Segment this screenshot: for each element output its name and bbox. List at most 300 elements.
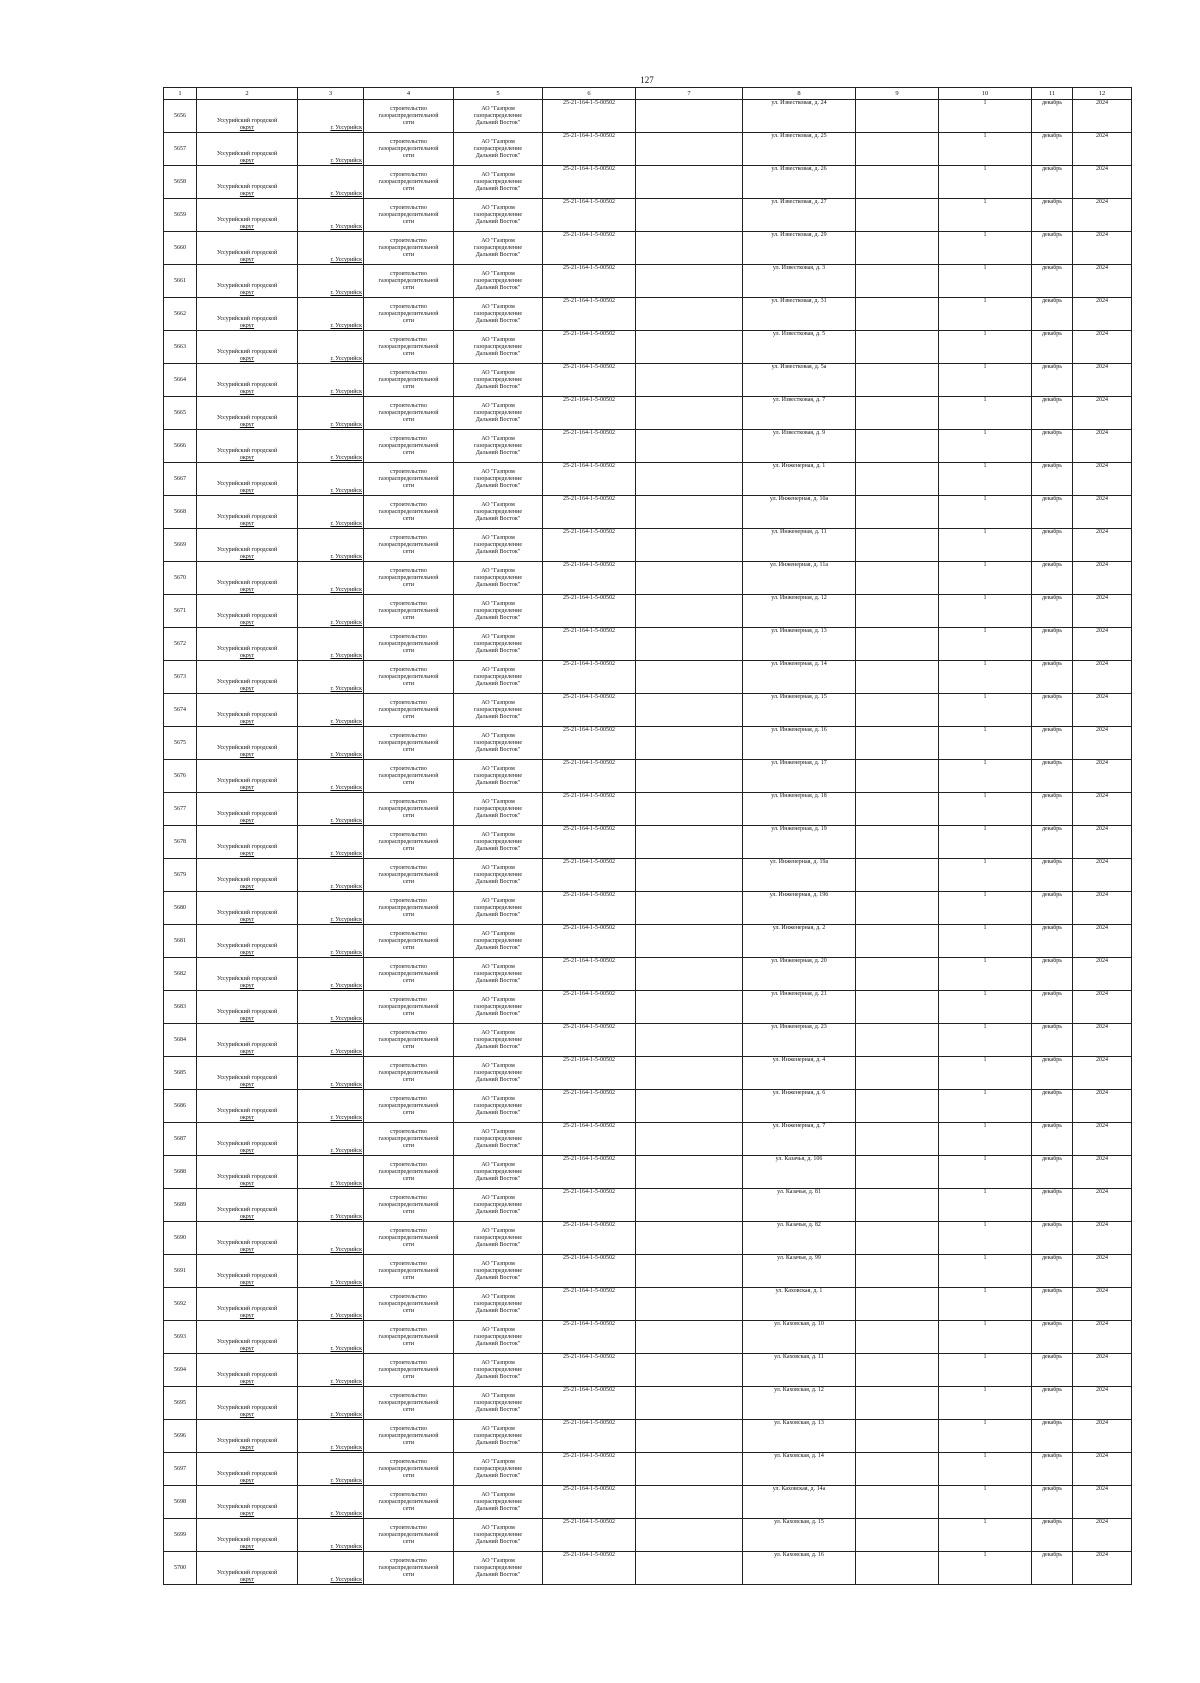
- address-cell: ул. Инженерная, д. 19: [743, 826, 856, 859]
- cell-line: АО "Газпром: [481, 369, 515, 376]
- cell-line: строительство: [390, 1062, 427, 1069]
- month-cell: декабрь: [1032, 397, 1073, 430]
- cell-line: Дальний Восток": [475, 779, 521, 786]
- cell-line: АО "Газпром: [481, 1029, 515, 1036]
- year-cell: 2024: [1073, 1090, 1132, 1123]
- cell-line: строительство: [390, 1227, 427, 1234]
- year-cell: 2024: [1073, 331, 1132, 364]
- cell-line: строительство: [390, 567, 427, 574]
- quantity-cell: 1: [939, 859, 1032, 892]
- locality-text: г. Уссурийск: [330, 1280, 362, 1286]
- locality-text: г. Уссурийск: [330, 1115, 362, 1121]
- locality-cell: [298, 1057, 364, 1090]
- column-number: 9: [856, 88, 939, 100]
- empty-cell: [856, 1420, 939, 1453]
- cell-line: газораспределение: [473, 1069, 523, 1076]
- work-type-cell: [364, 166, 454, 199]
- locality-text: г. Уссурийск: [330, 1478, 362, 1484]
- cell-line: Дальний Восток": [475, 515, 521, 522]
- address-cell: ул. Каховская, д. 13: [743, 1420, 856, 1453]
- cell-line: газораспределение: [473, 574, 523, 581]
- year-cell: 2024: [1073, 364, 1132, 397]
- empty-cell: [856, 793, 939, 826]
- cell-line: АО "Газпром: [481, 732, 515, 739]
- owner-cell: [454, 265, 543, 298]
- municipality-cell: [197, 1057, 298, 1090]
- empty-cell: [636, 991, 743, 1024]
- cell-line: Уссурийский городской: [216, 1372, 278, 1378]
- cell-line: сети: [402, 647, 415, 654]
- municipality-cell: [197, 727, 298, 760]
- address-cell: ул. Известковая, д. 5: [743, 331, 856, 364]
- table-row: [164, 496, 1132, 529]
- table-row: [164, 826, 1132, 859]
- locality-text: г. Уссурийск: [330, 818, 362, 824]
- locality-cell: [298, 166, 364, 199]
- cell-line: сети: [402, 1373, 415, 1380]
- cell-line: газораспределительной: [378, 211, 439, 218]
- cell-line: Дальний Восток": [475, 713, 521, 720]
- cell-line: строительство: [390, 798, 427, 805]
- cell-line: газораспределительной: [378, 574, 439, 581]
- year-cell: 2024: [1073, 100, 1132, 133]
- empty-cell: [856, 199, 939, 232]
- municipality-cell: [197, 1552, 298, 1585]
- cell-line: газораспределение: [473, 1498, 523, 1505]
- empty-cell: [856, 1288, 939, 1321]
- cell-line: газораспределение: [473, 1564, 523, 1571]
- cell-line: газораспределение: [473, 607, 523, 614]
- locality-cell: [298, 529, 364, 562]
- column-number: 12: [1073, 88, 1132, 100]
- cell-line: газораспределение: [473, 970, 523, 977]
- locality-text: г. Уссурийск: [330, 686, 362, 692]
- year-cell: 2024: [1073, 793, 1132, 826]
- cell-line: Уссурийский городской: [216, 679, 278, 685]
- locality-text: г. Уссурийск: [330, 1148, 362, 1154]
- year-cell: 2024: [1073, 430, 1132, 463]
- work-type-cell: [364, 232, 454, 265]
- quantity-cell: 1: [939, 430, 1032, 463]
- year-cell: 2024: [1073, 232, 1132, 265]
- year-cell: 2024: [1073, 1189, 1132, 1222]
- code-cell: 25-21-164-1-5-00502: [543, 1189, 636, 1222]
- cell-line: округ: [239, 1148, 255, 1154]
- code-cell: 25-21-164-1-5-00502: [543, 1222, 636, 1255]
- locality-text: г. Уссурийск: [330, 158, 362, 164]
- address-cell: ул. Каховская, д. 14: [743, 1453, 856, 1486]
- cell-line: округ: [239, 1511, 255, 1517]
- owner-cell: [454, 1255, 543, 1288]
- cell-line: газораспределительной: [378, 541, 439, 548]
- year-cell: 2024: [1073, 1453, 1132, 1486]
- cell-line: строительство: [390, 930, 427, 937]
- work-type-cell: [364, 463, 454, 496]
- work-type-cell: [364, 1420, 454, 1453]
- empty-cell: [856, 1024, 939, 1057]
- locality-cell: [298, 1354, 364, 1387]
- empty-cell: [636, 298, 743, 331]
- owner-cell: [454, 463, 543, 496]
- year-cell: 2024: [1073, 1354, 1132, 1387]
- code-cell: 25-21-164-1-5-00502: [543, 925, 636, 958]
- table-row: [164, 1552, 1132, 1585]
- cell-line: Уссурийский городской: [216, 514, 278, 520]
- empty-cell: [856, 892, 939, 925]
- locality-text: г. Уссурийск: [330, 125, 362, 131]
- cell-line: сети: [402, 284, 415, 291]
- year-cell: 2024: [1073, 760, 1132, 793]
- year-cell: 2024: [1073, 1321, 1132, 1354]
- municipality-cell: [197, 1420, 298, 1453]
- cell-line: газораспределение: [473, 640, 523, 647]
- cell-line: строительство: [390, 501, 427, 508]
- cell-line: строительство: [390, 1194, 427, 1201]
- table-row: [164, 1189, 1132, 1222]
- row-number: 5674: [164, 694, 197, 727]
- address-cell: ул. Известковая, д. 27: [743, 199, 856, 232]
- cell-line: газораспределительной: [378, 1498, 439, 1505]
- address-cell: ул. Каховская, д. 16: [743, 1552, 856, 1585]
- cell-line: округ: [239, 521, 255, 527]
- address-cell: ул. Инженерная, д. 17: [743, 760, 856, 793]
- cell-line: Дальний Восток": [475, 1373, 521, 1380]
- municipality-cell: [197, 760, 298, 793]
- cell-line: Дальний Восток": [475, 1241, 521, 1248]
- cell-line: АО "Газпром: [481, 567, 515, 574]
- month-cell: декабрь: [1032, 199, 1073, 232]
- cell-line: Уссурийский городской: [216, 547, 278, 553]
- municipality-cell: [197, 430, 298, 463]
- address-cell: ул. Известковая, д. 24: [743, 100, 856, 133]
- row-number: 5688: [164, 1156, 197, 1189]
- row-number: 5680: [164, 892, 197, 925]
- cell-line: округ: [239, 1478, 255, 1484]
- cell-line: АО "Газпром: [481, 963, 515, 970]
- cell-line: АО "Газпром: [481, 1425, 515, 1432]
- empty-cell: [636, 1189, 743, 1222]
- cell-line: газораспределение: [473, 310, 523, 317]
- cell-line: газораспределительной: [378, 376, 439, 383]
- empty-cell: [856, 694, 939, 727]
- cell-line: сети: [402, 1340, 415, 1347]
- cell-line: округ: [239, 620, 255, 626]
- locality-text: г. Уссурийск: [330, 1082, 362, 1088]
- address-cell: ул. Инженерная, д. 19а: [743, 859, 856, 892]
- municipality-cell: [197, 991, 298, 1024]
- month-cell: декабрь: [1032, 232, 1073, 265]
- empty-cell: [856, 1519, 939, 1552]
- address-cell: ул. Инженерная, д. 11а: [743, 562, 856, 595]
- cell-line: АО "Газпром: [481, 303, 515, 310]
- owner-cell: [454, 661, 543, 694]
- cell-line: газораспределение: [473, 1102, 523, 1109]
- address-cell: ул. Инженерная, д. 6: [743, 1090, 856, 1123]
- empty-cell: [856, 463, 939, 496]
- owner-cell: [454, 1453, 543, 1486]
- owner-cell: [454, 595, 543, 628]
- municipality-cell: [197, 1354, 298, 1387]
- cell-line: АО "Газпром: [481, 1194, 515, 1201]
- month-cell: декабрь: [1032, 166, 1073, 199]
- address-cell: ул. Инженерная, д. 19б: [743, 892, 856, 925]
- owner-cell: [454, 793, 543, 826]
- quantity-cell: 1: [939, 826, 1032, 859]
- code-cell: 25-21-164-1-5-00502: [543, 1453, 636, 1486]
- cell-line: Дальний Восток": [475, 1439, 521, 1446]
- month-cell: декабрь: [1032, 958, 1073, 991]
- locality-text: г. Уссурийск: [330, 884, 362, 890]
- locality-text: г. Уссурийск: [330, 653, 362, 659]
- empty-cell: [856, 628, 939, 661]
- locality-cell: [298, 1321, 364, 1354]
- cell-line: Дальний Восток": [475, 1307, 521, 1314]
- locality-text: г. Уссурийск: [330, 752, 362, 758]
- column-number: 10: [939, 88, 1032, 100]
- empty-cell: [636, 1486, 743, 1519]
- cell-line: Уссурийский городской: [216, 976, 278, 982]
- month-cell: декабрь: [1032, 661, 1073, 694]
- municipality-cell: [197, 1222, 298, 1255]
- work-type-cell: [364, 859, 454, 892]
- empty-cell: [856, 595, 939, 628]
- owner-cell: [454, 562, 543, 595]
- cell-line: газораспределение: [473, 277, 523, 284]
- cell-line: округ: [239, 389, 255, 395]
- quantity-cell: 1: [939, 925, 1032, 958]
- cell-line: газораспределение: [473, 376, 523, 383]
- address-cell: ул. Инженерная, д. 13: [743, 628, 856, 661]
- month-cell: декабрь: [1032, 1387, 1073, 1420]
- owner-cell: [454, 298, 543, 331]
- locality-text: г. Уссурийск: [330, 323, 362, 329]
- cell-line: Дальний Восток": [475, 746, 521, 753]
- cell-line: газораспределительной: [378, 1069, 439, 1076]
- month-cell: декабрь: [1032, 1189, 1073, 1222]
- cell-line: АО "Газпром: [481, 996, 515, 1003]
- locality-text: г. Уссурийск: [330, 719, 362, 725]
- cell-line: округ: [239, 1379, 255, 1385]
- code-cell: 25-21-164-1-5-00502: [543, 760, 636, 793]
- cell-line: газораспределительной: [378, 1432, 439, 1439]
- quantity-cell: 1: [939, 166, 1032, 199]
- address-cell: ул. Инженерная, д. 2: [743, 925, 856, 958]
- table-row: [164, 727, 1132, 760]
- locality-cell: [298, 958, 364, 991]
- cell-line: сети: [402, 1175, 415, 1182]
- cell-line: строительство: [390, 105, 427, 112]
- cell-line: округ: [239, 224, 255, 230]
- cell-line: газораспределительной: [378, 475, 439, 482]
- row-number: 5669: [164, 529, 197, 562]
- empty-cell: [636, 430, 743, 463]
- quantity-cell: 1: [939, 1519, 1032, 1552]
- cell-line: Уссурийский городской: [216, 943, 278, 949]
- owner-cell: [454, 1387, 543, 1420]
- cell-line: газораспределительной: [378, 772, 439, 779]
- empty-cell: [856, 1321, 939, 1354]
- quantity-cell: 1: [939, 463, 1032, 496]
- locality-text: г. Уссурийск: [330, 389, 362, 395]
- table-row: [164, 1519, 1132, 1552]
- cell-line: строительство: [390, 336, 427, 343]
- cell-line: строительство: [390, 897, 427, 904]
- municipality-cell: [197, 529, 298, 562]
- cell-line: строительство: [390, 237, 427, 244]
- municipality-cell: [197, 562, 298, 595]
- empty-cell: [636, 595, 743, 628]
- cell-line: Дальний Восток": [475, 548, 521, 555]
- code-cell: 25-21-164-1-5-00502: [543, 1552, 636, 1585]
- locality-cell: [298, 727, 364, 760]
- cell-line: Дальний Восток": [475, 878, 521, 885]
- empty-cell: [856, 1255, 939, 1288]
- cell-line: строительство: [390, 1326, 427, 1333]
- code-cell: 25-21-164-1-5-00502: [543, 463, 636, 496]
- cell-line: Дальний Восток": [475, 647, 521, 654]
- cell-line: газораспределительной: [378, 112, 439, 119]
- cell-line: сети: [402, 581, 415, 588]
- address-cell: ул. Инженерная, д. 15: [743, 694, 856, 727]
- cell-line: строительство: [390, 1425, 427, 1432]
- table-row: [164, 1288, 1132, 1321]
- cell-line: газораспределительной: [378, 1366, 439, 1373]
- locality-cell: [298, 793, 364, 826]
- quantity-cell: 1: [939, 760, 1032, 793]
- cell-line: Дальний Восток": [475, 317, 521, 324]
- cell-line: сети: [402, 383, 415, 390]
- empty-cell: [856, 991, 939, 1024]
- cell-line: Уссурийский городской: [216, 1504, 278, 1510]
- cell-line: газораспределительной: [378, 970, 439, 977]
- municipality-cell: [197, 925, 298, 958]
- address-cell: ул. Каховская, д. 15: [743, 1519, 856, 1552]
- municipality-cell: [197, 1486, 298, 1519]
- cell-line: газораспределение: [473, 904, 523, 911]
- cell-line: газораспределение: [473, 211, 523, 218]
- table-row: [164, 1486, 1132, 1519]
- table-row: [164, 595, 1132, 628]
- owner-cell: [454, 430, 543, 463]
- empty-cell: [856, 496, 939, 529]
- row-number: 5687: [164, 1123, 197, 1156]
- empty-cell: [636, 826, 743, 859]
- row-number: 5664: [164, 364, 197, 397]
- cell-line: строительство: [390, 1260, 427, 1267]
- municipality-cell: [197, 661, 298, 694]
- cell-line: газораспределительной: [378, 1003, 439, 1010]
- cell-line: округ: [239, 1346, 255, 1352]
- locality-cell: [298, 232, 364, 265]
- cell-line: газораспределительной: [378, 1399, 439, 1406]
- cell-line: округ: [239, 1247, 255, 1253]
- code-cell: 25-21-164-1-5-00502: [543, 1024, 636, 1057]
- cell-line: газораспределение: [473, 409, 523, 416]
- cell-line: АО "Газпром: [481, 1326, 515, 1333]
- cell-line: сети: [402, 746, 415, 753]
- cell-line: Уссурийский городской: [216, 1438, 278, 1444]
- cell-line: Уссурийский городской: [216, 1306, 278, 1312]
- quantity-cell: 1: [939, 199, 1032, 232]
- row-number: 5665: [164, 397, 197, 430]
- code-cell: 25-21-164-1-5-00502: [543, 1354, 636, 1387]
- locality-cell: [298, 562, 364, 595]
- table-body: [164, 88, 1132, 1585]
- cell-line: АО "Газпром: [481, 1524, 515, 1531]
- owner-cell: [454, 529, 543, 562]
- cell-line: сети: [402, 152, 415, 159]
- cell-line: сети: [402, 1571, 415, 1578]
- address-cell: ул. Инженерная, д. 18: [743, 793, 856, 826]
- empty-cell: [636, 1255, 743, 1288]
- address-cell: ул. Каховская, д. 14а: [743, 1486, 856, 1519]
- table-row: [164, 529, 1132, 562]
- locality-cell: [298, 628, 364, 661]
- empty-cell: [856, 1057, 939, 1090]
- column-number: 8: [743, 88, 856, 100]
- owner-cell: [454, 331, 543, 364]
- month-cell: декабрь: [1032, 1420, 1073, 1453]
- owner-cell: [454, 199, 543, 232]
- cell-line: строительство: [390, 1491, 427, 1498]
- table-row: [164, 1387, 1132, 1420]
- quantity-cell: 1: [939, 1090, 1032, 1123]
- cell-line: газораспределение: [473, 1333, 523, 1340]
- cell-line: округ: [239, 422, 255, 428]
- owner-cell: [454, 1321, 543, 1354]
- cell-line: газораспределение: [473, 937, 523, 944]
- cell-line: Уссурийский городской: [216, 1405, 278, 1411]
- cell-line: Уссурийский городской: [216, 745, 278, 751]
- locality-cell: [298, 1090, 364, 1123]
- locality-cell: [298, 1189, 364, 1222]
- row-number: 5693: [164, 1321, 197, 1354]
- year-cell: 2024: [1073, 199, 1132, 232]
- table-row: [164, 232, 1132, 265]
- year-cell: 2024: [1073, 496, 1132, 529]
- cell-line: АО "Газпром: [481, 897, 515, 904]
- code-cell: 25-21-164-1-5-00502: [543, 1123, 636, 1156]
- cell-line: АО "Газпром: [481, 237, 515, 244]
- cell-line: газораспределение: [473, 508, 523, 515]
- cell-line: Уссурийский городской: [216, 382, 278, 388]
- cell-line: газораспределительной: [378, 1531, 439, 1538]
- table-row: [164, 562, 1132, 595]
- municipality-cell: [197, 1024, 298, 1057]
- locality-text: г. Уссурийск: [330, 1247, 362, 1253]
- table-row: [164, 199, 1132, 232]
- month-cell: декабрь: [1032, 1156, 1073, 1189]
- locality-cell: [298, 859, 364, 892]
- cell-line: округ: [239, 1214, 255, 1220]
- month-cell: декабрь: [1032, 265, 1073, 298]
- quantity-cell: 1: [939, 1288, 1032, 1321]
- work-type-cell: [364, 958, 454, 991]
- cell-line: Уссурийский городской: [216, 1174, 278, 1180]
- cell-line: газораспределение: [473, 1003, 523, 1010]
- locality-text: г. Уссурийск: [330, 587, 362, 593]
- locality-cell: [298, 1486, 364, 1519]
- owner-cell: [454, 760, 543, 793]
- municipality-cell: [197, 859, 298, 892]
- cell-line: АО "Газпром: [481, 402, 515, 409]
- cell-line: Дальний Восток": [475, 1472, 521, 1479]
- year-cell: 2024: [1073, 694, 1132, 727]
- cell-line: Уссурийский городской: [216, 349, 278, 355]
- empty-cell: [856, 529, 939, 562]
- cell-line: сети: [402, 1307, 415, 1314]
- empty-cell: [636, 529, 743, 562]
